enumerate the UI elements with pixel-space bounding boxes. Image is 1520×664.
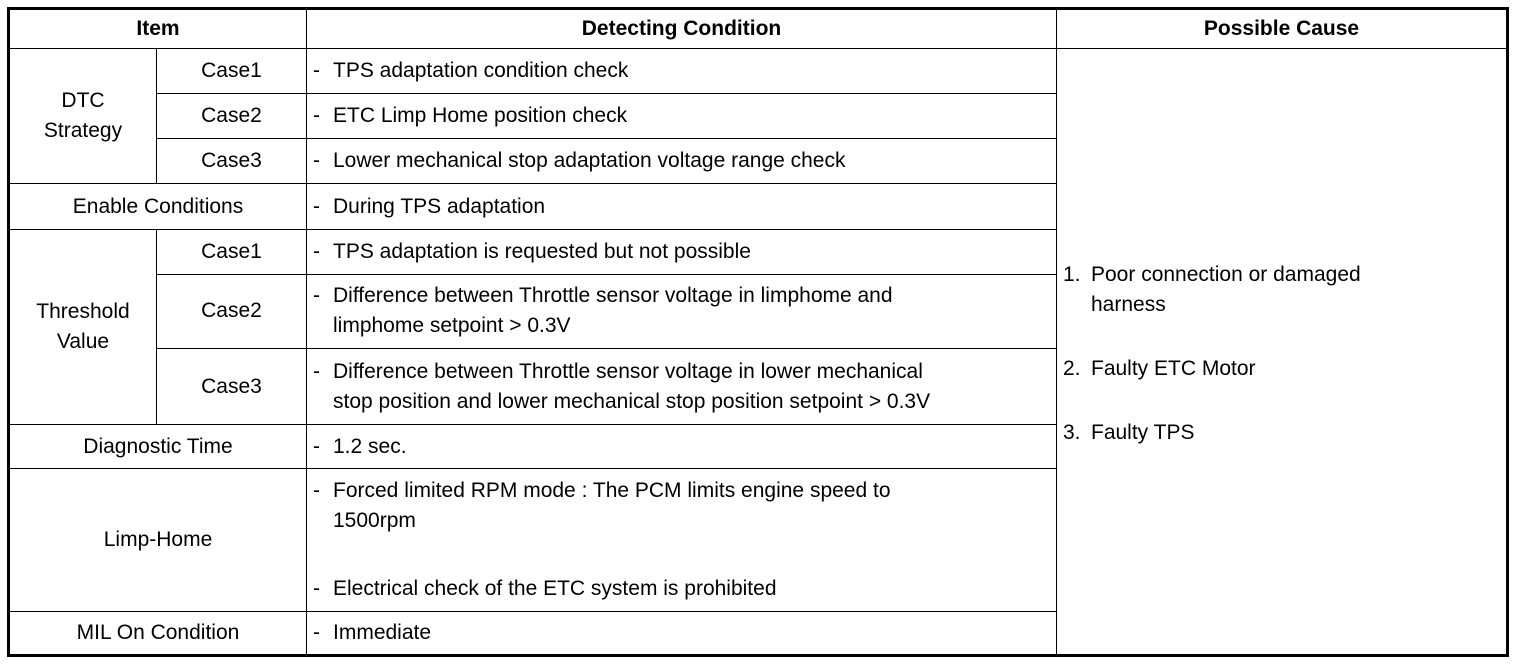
- limp-home-label: Limp-Home: [9, 469, 307, 611]
- condition-cell: - Difference between Throttle sensor voltage in lower mechanical stop position and lower mechanical stop position setpoint > 0.3V: [307, 348, 1057, 424]
- dtc-table: [7, 7, 1509, 657]
- condition-cell: - Lower mechanical stop adaptation voltage range check: [307, 139, 1057, 184]
- diagnostic-time-label: Diagnostic Time: [9, 425, 307, 469]
- condition-cell: - TPS adaptation is requested but not possible: [307, 229, 1057, 274]
- threshold-value-label: Threshold Value: [9, 229, 157, 425]
- possible-cause-cell: [1057, 49, 1508, 656]
- cause-item: 3. Faulty TPS: [1063, 421, 1195, 445]
- header-possible-cause: Possible Cause: [1057, 9, 1508, 49]
- condition-cell: - Difference between Throttle sensor voltage in limphome and limphome setpoint > 0.3V: [307, 274, 1057, 348]
- header-item: Item: [9, 9, 307, 49]
- condition-cell: - TPS adaptation condition check: [307, 49, 1057, 94]
- case-label: Case2: [157, 274, 307, 348]
- case-label: Case3: [157, 348, 307, 424]
- case-label: Case3: [157, 139, 307, 184]
- condition-cell: - ETC Limp Home position check: [307, 94, 1057, 139]
- case-label: Case2: [157, 94, 307, 139]
- case-label: Case1: [157, 229, 307, 274]
- condition-cell: - Forced limited RPM mode : The PCM limits engine speed to 1500rpm - Electrical check of the ETC system is prohibited: [307, 469, 1057, 611]
- condition-cell: - 1.2 sec.: [307, 425, 1057, 469]
- condition-cell: - Immediate: [307, 611, 1057, 655]
- dtc-strategy-label: DTC Strategy: [9, 49, 157, 184]
- mil-on-condition-label: MIL On Condition: [9, 611, 307, 655]
- header-row: [9, 9, 1508, 49]
- condition-cell: - During TPS adaptation: [307, 184, 1057, 229]
- cause-item: 2. Faulty ETC Motor: [1063, 357, 1256, 381]
- cause-item: 1. Poor connection or damaged harness: [1063, 263, 1361, 317]
- enable-conditions-label: Enable Conditions: [9, 184, 307, 229]
- case-label: Case1: [157, 49, 307, 94]
- header-detecting-condition: Detecting Condition: [307, 9, 1057, 49]
- table-row: [9, 49, 1508, 94]
